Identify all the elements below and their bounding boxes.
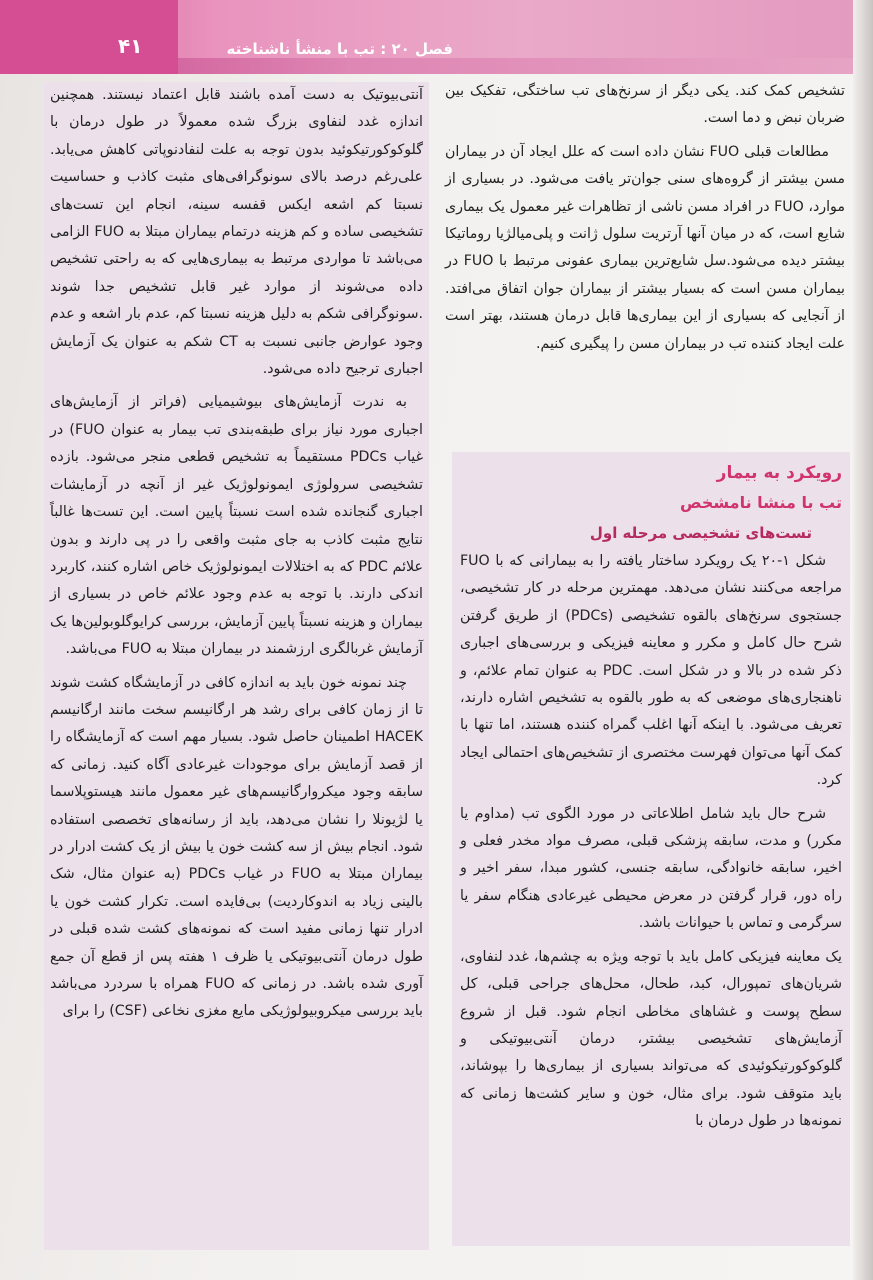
- paragraph: به ندرت آزمایش‌های بیوشیمیایی (فراتر از آزمایش‌های اجباری مورد نیاز برای طبقه‌بندی تب بیمار به عنوان FUO) در غیاب PDCs مستقیماً به تشخیص قطعی منجر می‌شود. بازده تشخیصی سرولوژی ایمونولوژیک غیر از آنچه در آزمایشات اجباری گنجانده شده است نسبتاً پایین است. این تست‌ها غالباً نتایج مثبت کاذب به جای مثبت واقعی را در پی دارند و بدون علائم PDC که به اختلالات ایمونولوژیک خاص اشاره کنند، کاربرد اندکی دارند. با توجه به عدم وجود علائم خاص در بسیاری از بیماران و هزینه نسبتاً پایین آزمایش، بررسی کرایوگلوبولین‌ها یک آزمایش غربالگری ارزشمند در بیماران مبتلا به FUO می‌باشد.: [50, 394, 423, 658]
- page-number: ۴۱: [118, 34, 143, 58]
- page-number-box: [0, 0, 178, 74]
- approach-section: [452, 452, 850, 1246]
- right-column-top: [445, 78, 845, 364]
- paragraph: تشخیص کمک کند. یکی دیگر از سرنخ‌های تب ساختگی، تفکیک بین ضربان نبض و دما است.: [445, 83, 845, 127]
- sub-subsection-heading: تست‌های تشخیصی مرحله اول: [589, 524, 812, 542]
- left-column: [44, 82, 429, 1250]
- paragraph: مطالعات قبلی FUO نشان داده است که علل ایجاد آن در بیماران مسن بیشتر از گروه‌های سنی جوان‌تر یافت می‌شود. در بسیاری از موارد، FUO در افراد مسن ناشی از تظاهرات غیر معمول یک بیماری شایع است، که در میان آنها آرتریت سلول ژانت و پلی‌میالژیا روماتیکا بیشتر دیده می‌شود.سل شایع‌ترین بیماری عفونی مرتبط با FUO در بیماران مسن است که بسیار بیشتر از بیماران جوان اتفاق می‌افتد. از آنجایی که بسیاری از این بیماری‌ها قابل درمان هستند، بهتر است علت ایجاد کننده تب در بیماران مسن را پیگیری کنیم.: [445, 143, 845, 352]
- page-edge-shadow: [853, 0, 873, 1280]
- section-heading: رویکرد به بیمار: [716, 463, 842, 483]
- paragraph: شرح حال باید شامل اطلاعاتی در مورد الگوی تب (مداوم یا مکرر) و مدت، سابقه پزشکی قبلی، مصرف مواد مخدر فعلی و اخیر، سابقه خانوادگی، سابقه جنسی، کشور مبدا، سفر اخیر و راه دور، قرار گرفتن در معرض محیطی غیرعادی هنگام سفر یا سرگرمی و تماس با حیوانات باشد.: [460, 805, 842, 932]
- paragraph: چند نمونه خون باید به اندازه کافی در آزمایشگاه کشت شوند تا از زمان کافی برای رشد هر ارگانیسم سخت مانند ارگانیسم HACEK اطمینان حاصل شود. بسیار مهم است که آزمایشگاه را از قصد آزمایش برای موجودات غیرعادی آگاه کنید. زمانی که سابقه وجود میکروارگانیسم‌های غیر معمول مانند هیستوپلاسما یا لژیونلا را نشان می‌دهد، باید از رسانه‌های تخصصی استفاده شود. انجام بیش از سه کشت خون یا بیش از یک کشت ادرار در بیماران مبتلا به FUO در غیاب PDCs (به عنوان مثال، شک بالینی زیاد به اندوکاردیت) بی‌فایده است. تکرار کشت خون یا ادرار تنها زمانی مفید است که نمونه‌های کشت شده قبلی در طول درمان آنتی‌بیوتیکی یا ظرف ۱ هفته پس از قطع آن جمع آوری شده باشد. در زمانی که FUO همراه با سردرد می‌باشد باید بررسی میکروبیولوژیکی مایع مغزی نخاعی (CSF) را برای: [50, 674, 423, 1020]
- chapter-title: فصل ۲۰ : تب با منشأ ناشناخته: [226, 40, 453, 58]
- paragraph: شکل ۱-۲۰ یک رویکرد ساختار یافته را به بیمارانی که با FUO مراجعه می‌کنند نشان می‌دهد. مهمترین مرحله در کار تشخیصی، جستجوی سرنخ‌های بالقوه تشخیصی (PDCs) از طریق گرفتن شرح حال کامل و مکرر و معاینه فیزیکی و بررسی‌های اجباری ذکر شده در بالا و در شکل است. PDC به عنوان تمام علائم، و ناهنجاری‌های موضعی که به طور بالقوه به تشخیص اشاره دارند، تعریف می‌شود. با اینکه آنها اغلب گمراه کننده هستند، اما تنها با کمک آنها می‌توان فهرست مختصری از تشخیص‌های احتمالی ایجاد کرد.: [460, 553, 842, 789]
- paragraph: یک معاینه فیزیکی کامل باید با توجه ویژه به چشم‌ها، غدد لنفاوی، شریان‌های تمپورال، کبد، طحال، محل‌های جراحی قبلی، کل سطح پوست و غشاهای مخاطی انجام شود. قبل از شروع آزمایش‌های تشخیصی بیشتر، درمان آنتی‌بیوتیکی و گلوکوکورتیکوئیدی که می‌تواند بسیاری از بیماری‌ها را بپوشاند، باید متوقف شود. برای مثال، خون و سایر کشت‌ها زمانی که نمونه‌ها در طول درمان با: [460, 948, 842, 1130]
- subsection-heading: تب با منشا نامشخص: [680, 493, 842, 512]
- paragraph: آنتی‌بیوتیک به دست آمده باشند قابل اعتماد نیستند. همچنین اندازه غدد لنفاوی بزرگ شده معمولاً در طول درمان با گلوکوکورتیکوئید بدون توجه به علت لنفادنوپاتی کاهش می‌یابد. علی‌رغم درصد بالای سونوگرافی‌های مثبت کاذب و حساسیت نسبتا کم اشعه ایکس قفسه سینه، انجام این تست‌های تشخیصی ساده و کم هزینه درتمام بیماران مبتلا به FUO الزامی می‌باشد تا مواردی مرتبط به بیماری‌هایی که به راحتی تشخیص داده می‌شوند از موارد غیر قابل تشخیص جدا شوند .سونوگرافی شکم به دلیل هزینه نسبتا کم، عدم بار اشعه و عدم وجود عوارض جانبی نسبت به CT شکم به عنوان یک آزمایش اجباری ترجیح داده می‌شود.: [50, 87, 423, 378]
